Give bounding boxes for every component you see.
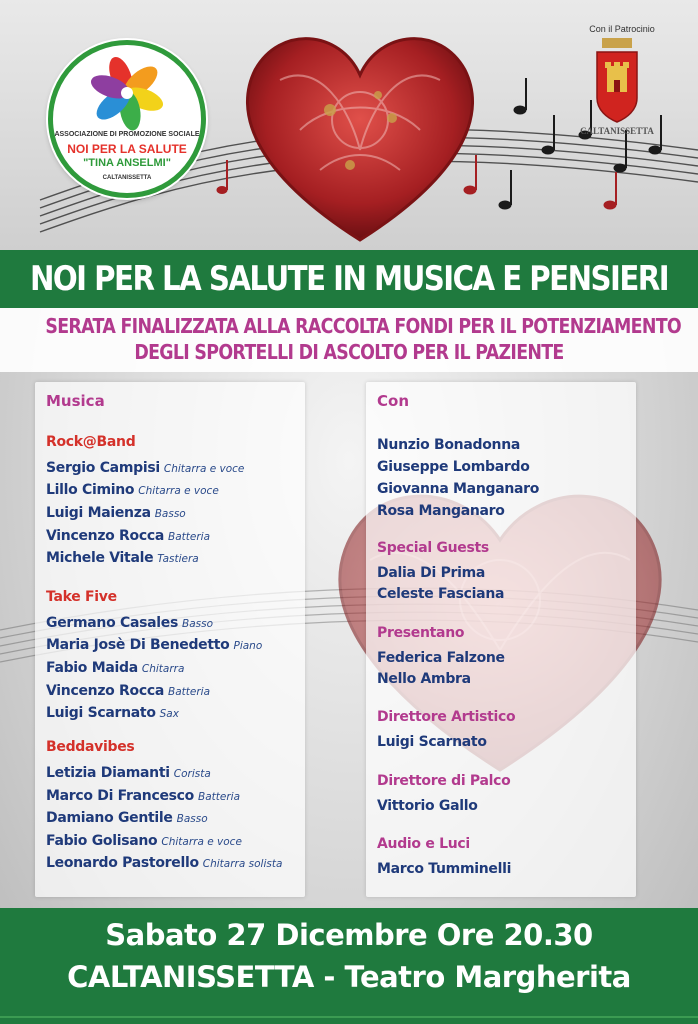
section-title-direttore-artistico: Direttore Artistico: [377, 709, 516, 725]
list-item: Marco Di Francesco Batteria: [46, 788, 240, 804]
list-item: Vincenzo Rocca Batteria: [46, 683, 210, 699]
section-title-special-guests: Special Guests: [377, 540, 489, 556]
list-item: Letizia Diamanti Corista: [46, 765, 211, 781]
credits-panel: [366, 382, 636, 897]
section-title-audio-e-luci: Audio e Luci: [377, 836, 470, 852]
list-item: Luigi Scarnato Sax: [46, 705, 179, 721]
subtitle-line1: SERATA FINALIZZATA ALLA RACCOLTA FONDI PER IL POTENZIAMENTO: [45, 314, 682, 338]
patronage-city: CALTANISSETTA: [580, 126, 654, 136]
list-item: Maria Josè Di Benedetto Piano: [46, 637, 263, 653]
list-item: Marco Tumminelli: [377, 861, 512, 877]
con-heading: Con: [377, 392, 409, 410]
list-item: Luigi Maienza Basso: [46, 505, 186, 521]
music-panel: [35, 382, 305, 897]
title-banner: [0, 250, 698, 308]
list-item: Germano Casales Basso: [46, 615, 214, 631]
group-title-takefive: Take Five: [46, 589, 117, 605]
event-footer: [0, 908, 698, 1024]
group-title-rockband: Rock@Band: [46, 434, 136, 450]
list-item: Leonardo Pastorello Chitarra solista: [46, 855, 283, 871]
list-item: Dalia Di Prima: [377, 565, 486, 581]
list-item: Lillo Cimino Chitarra e voce: [46, 482, 219, 498]
association-logo: [48, 40, 206, 198]
list-item: Rosa Manganaro: [377, 503, 505, 519]
list-item: Fabio Maida Chitarra: [46, 660, 185, 676]
event-date-time: Sabato 27 Dicembre Ore 20.30: [105, 918, 593, 952]
event-venue: CALTANISSETTA - Teatro Margherita: [67, 960, 631, 994]
logo-name-line1: NOI PER LA SALUTE: [67, 142, 187, 156]
list-item: Fabio Golisano Chitarra e voce: [46, 833, 242, 849]
list-item: Giuseppe Lombardo: [377, 459, 530, 475]
list-item: Federica Falzone: [377, 650, 505, 666]
list-item: Celeste Fasciana: [377, 586, 505, 602]
music-heading: Musica: [46, 392, 105, 410]
list-item: Michele Vitale Tastiera: [46, 550, 199, 566]
logo-name-line2: "TINA ANSELMI": [83, 157, 171, 169]
subtitle-banner: [0, 308, 698, 372]
logo-association-text: ASSOCIAZIONE DI PROMOZIONE SOCIALE: [54, 131, 200, 138]
list-item: Sergio Campisi Chitarra e voce: [46, 460, 245, 476]
coat-of-arms-icon: [594, 38, 640, 124]
group-title-beddavibes: Beddavibes: [46, 739, 135, 755]
list-item: Giovanna Manganaro: [377, 481, 540, 497]
subtitle-line2: DEGLI SPORTELLI DI ASCOLTO PER IL PAZIENTE: [134, 340, 564, 364]
section-title-direttore-di-palco: Direttore di Palco: [377, 773, 511, 789]
list-item: Nello Ambra: [377, 671, 471, 687]
section-title-presentano: Presentano: [377, 625, 465, 641]
logo-city: CALTANISSETTA: [102, 175, 152, 181]
list-item: Vittorio Gallo: [377, 798, 478, 814]
list-item: Vincenzo Rocca Batteria: [46, 528, 210, 544]
event-title: NOI PER LA SALUTE IN MUSICA E PENSIERI: [29, 259, 669, 299]
list-item: Damiano Gentile Basso: [46, 810, 208, 826]
list-item: Nunzio Bonadonna: [377, 437, 521, 453]
hands-logo-icon: [86, 53, 168, 131]
list-item: Luigi Scarnato: [377, 734, 487, 750]
patronage-label: Con il Patrocinio: [589, 24, 655, 34]
footer-divider: [0, 1016, 698, 1018]
